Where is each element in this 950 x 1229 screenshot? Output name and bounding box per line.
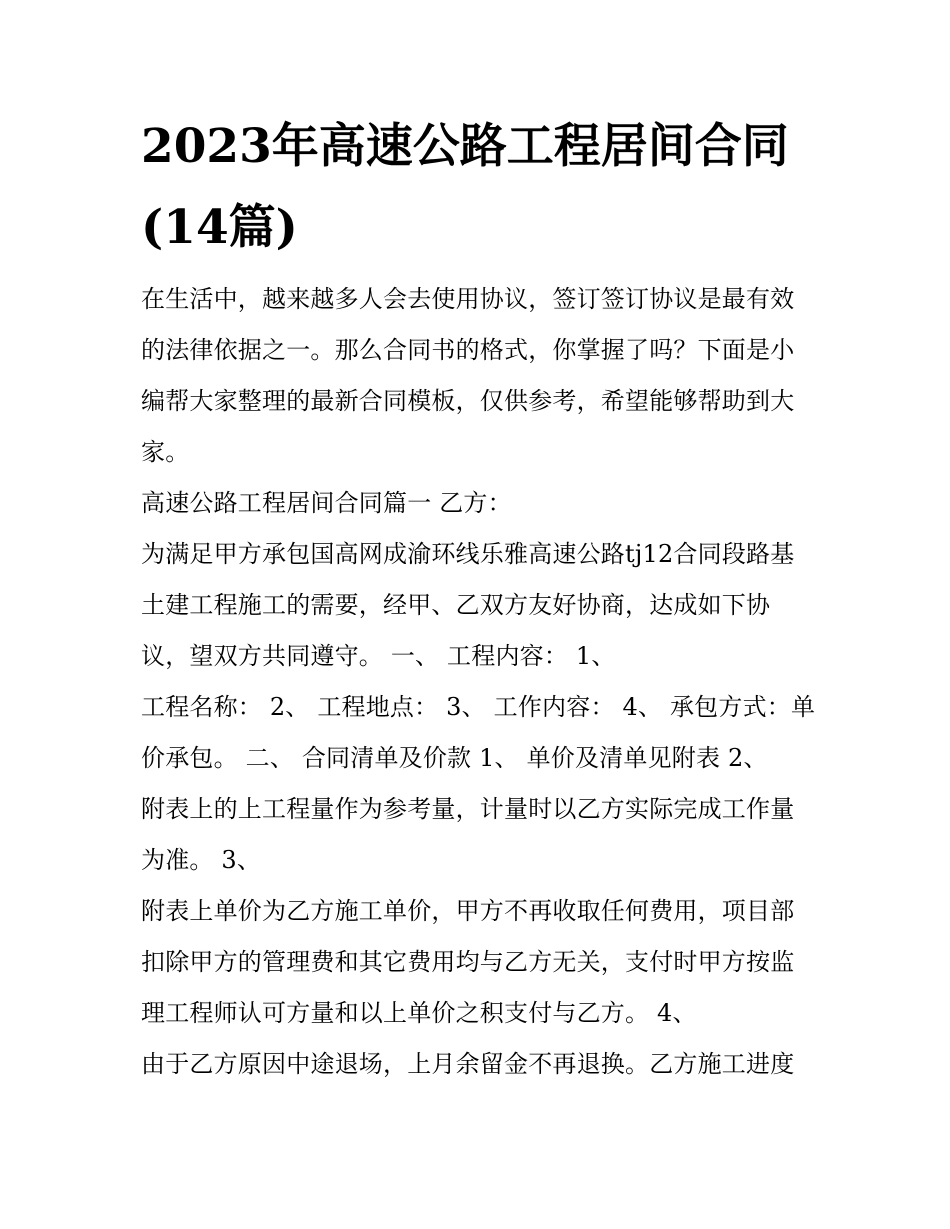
body-line: 附表上单价为乙方施工单价，甲方不再收取任何费用，项目部 bbox=[141, 897, 795, 925]
body-line: 价承包。 二、 合同清单及价款 1、 单价及清单见附表 2、 bbox=[141, 744, 768, 772]
body-line: 附表上的上工程量作为参考量，计量时以乙方实际完成工作量 bbox=[141, 795, 795, 823]
body-line: 高速公路工程居间合同篇一 乙方： bbox=[141, 489, 512, 517]
body-line: 议，望双方共同遵守。 一、 工程内容： 1、 bbox=[141, 642, 616, 670]
body-line: 在生活中，越来越多人会去使用协议，签订签订协议是最有效 bbox=[141, 285, 795, 313]
body-line: 由于乙方原因中途退场，上月余留金不再退换。乙方施工进度 bbox=[141, 1050, 795, 1078]
body-line: 土建工程施工的需要，经甲、乙双方友好协商，达成如下协 bbox=[141, 591, 771, 619]
body-line: 为满足甲方承包国高网成渝环线乐雅高速公路tj12合同段路基 bbox=[141, 540, 795, 568]
body-line: 理工程师认可方量和以上单价之积支付与乙方。 4、 bbox=[141, 999, 697, 1027]
body-line: 编帮大家整理的最新合同模板，仅供参考，希望能够帮助到大 bbox=[141, 387, 795, 415]
document-body bbox=[141, 274, 821, 1090]
body-line: 扣除甲方的管理费和其它费用均与乙方无关，支付时甲方按监 bbox=[141, 948, 795, 976]
body-line: 工程名称： 2、 工程地点： 3、 工作内容： 4、 承包方式：单 bbox=[141, 693, 816, 721]
body-line: 为准。 3、 bbox=[141, 846, 262, 874]
body-line: 家。 bbox=[141, 438, 190, 466]
document-title-line-2: (14篇) bbox=[141, 200, 298, 255]
document-title-line-1: 2023年高速公路工程居间合同 bbox=[141, 119, 789, 174]
body-line: 的法律依据之一。那么合同书的格式，你掌握了吗？下面是小 bbox=[141, 336, 795, 364]
